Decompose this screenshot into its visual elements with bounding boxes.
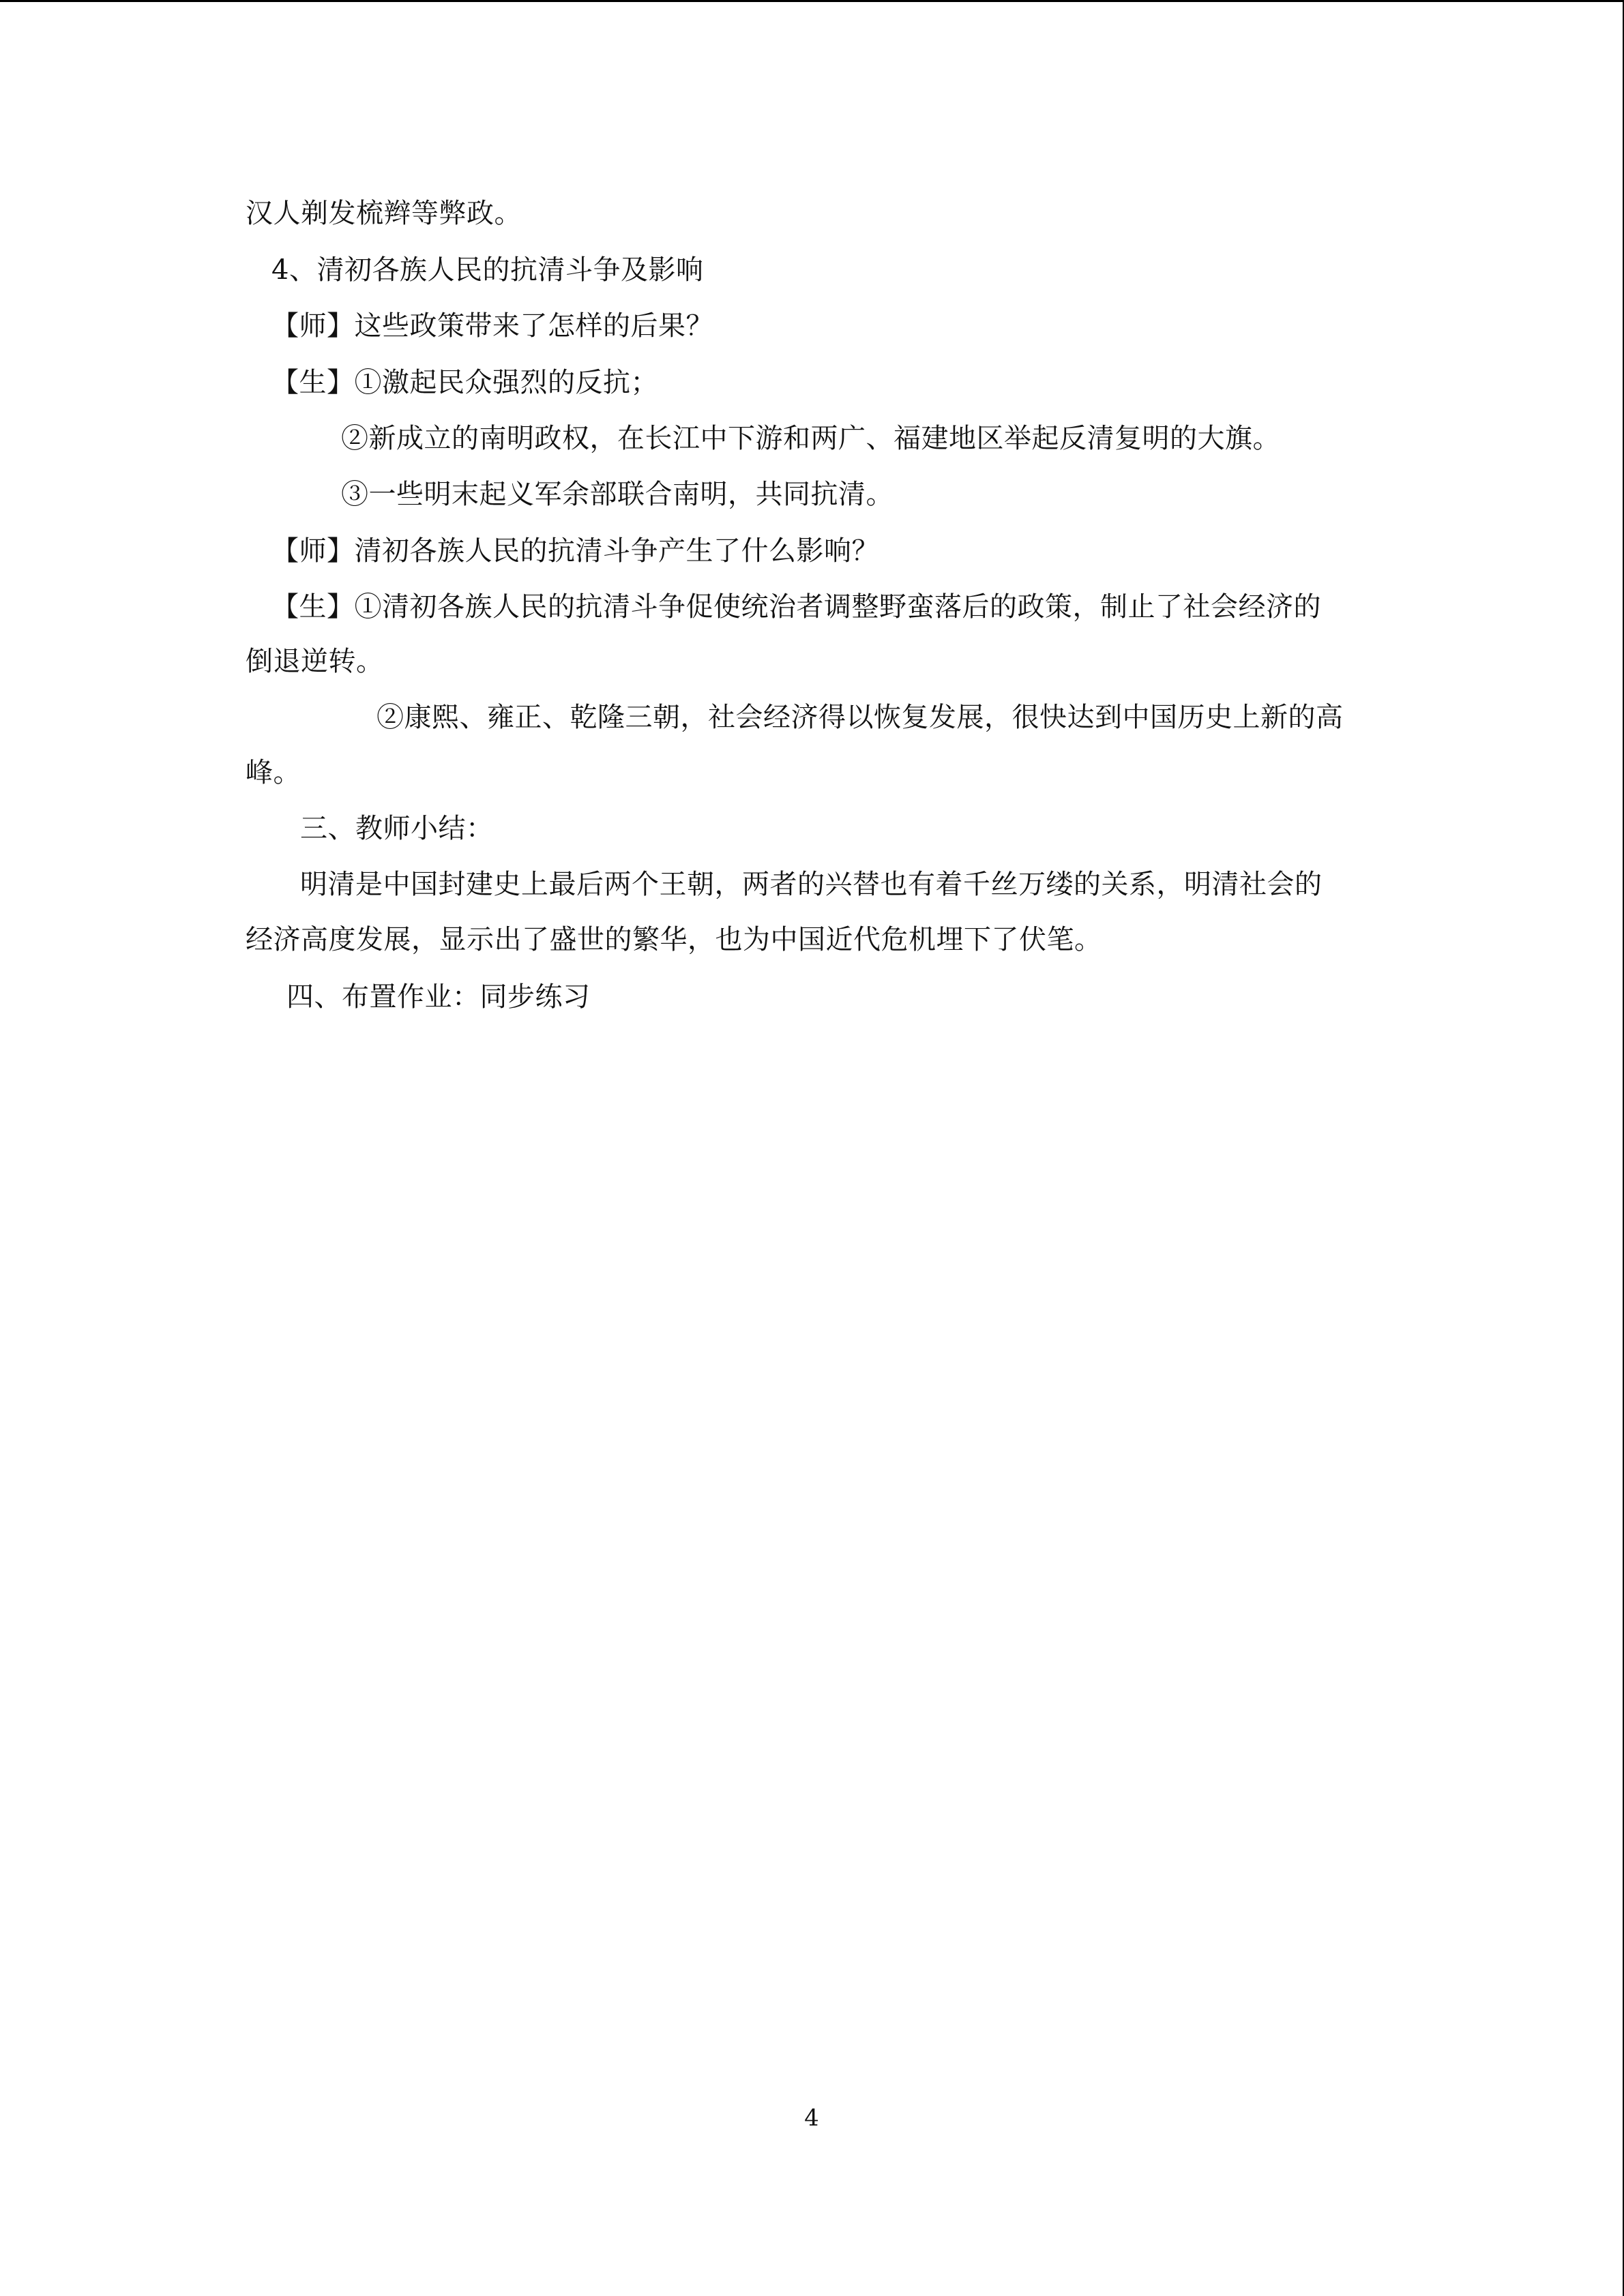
teacher-question-1: 【师】这些政策带来了怎样的后果？ [271, 310, 713, 342]
page-number: 4 [804, 2104, 819, 2132]
student-answer-2: 【生】①清初各族人民的抗清斗争促使统治者调整野蛮落后的政策，制止了社会经济的 [271, 591, 1321, 623]
section-heading-homework: 四、布置作业：同步练习 [286, 981, 591, 1013]
student-answer-2-point-2: ②康熙、雍正、乾隆三朝，社会经济得以恢复发展，很快达到中国历史上新的高 [377, 702, 1344, 733]
student-answer-2-continued: 倒退逆转。 [246, 646, 384, 677]
student-answer-2-point-2-continued: 峰。 [246, 757, 301, 788]
student-answer-1-point-2: ②新成立的南明政权，在长江中下游和两广、福建地区举起反清复明的大旗。 [341, 423, 1280, 454]
teacher-question-2: 【师】清初各族人民的抗清斗争产生了什么影响？ [271, 535, 879, 567]
student-answer-1-point-3: ③一些明末起义军余部联合南明，共同抗清。 [341, 479, 894, 510]
summary-paragraph-line-2: 经济高度发展，显示出了盛世的繁华，也为中国近代危机埋下了伏笔。 [246, 924, 1102, 955]
section-heading-4: 4、清初各族人民的抗清斗争及影响 [271, 254, 704, 286]
summary-paragraph-line-1: 明清是中国封建史上最后两个王朝，两者的兴替也有着千丝万缕的关系，明清社会的 [300, 869, 1323, 900]
section-heading-summary: 三、教师小结： [300, 813, 494, 844]
top-border-line [0, 0, 1624, 2]
student-answer-1: 【生】①激起民众强烈的反抗； [271, 367, 658, 398]
text-line-1: 汉人剃发梳辫等弊政。 [246, 198, 522, 229]
